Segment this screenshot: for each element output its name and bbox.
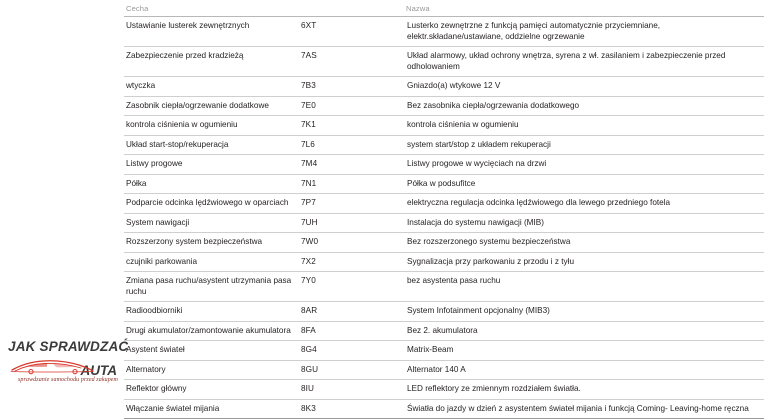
table-row (124, 17, 764, 47)
cell-name: Instalacja do systemu nawigacji (MIB) (404, 213, 764, 233)
cell-name: Bez zasobnika ciepła/ogrzewania dodatkowego (404, 96, 764, 116)
table-header-row (124, 0, 764, 17)
site-logo (6, 339, 129, 398)
logo-tagline: sprawdzanie samochodu przed zakupem (18, 377, 118, 383)
table-row (124, 272, 764, 302)
cell-code: 6XT (299, 17, 404, 47)
column-header-feature: Cecha (124, 0, 299, 17)
cell-name: Listwy progowe w wycięciach na drzwi (404, 155, 764, 175)
cell-feature: Radioodbiorniki (124, 302, 299, 322)
table-row (124, 194, 764, 214)
table-header (124, 0, 764, 17)
column-header-code (299, 0, 404, 17)
table-row (124, 321, 764, 341)
cell-name: Bez rozszerzonego systemu bezpieczeństwa (404, 233, 764, 253)
cell-feature: czujniki parkowania (124, 252, 299, 272)
logo-title-line2: AUTA (80, 362, 117, 378)
cell-name: Układ alarmowy, układ ochrony wnętrza, syrena z wł. zasilaniem i zabezpieczenie przed odholowaniem (404, 47, 764, 77)
cell-feature: Rozszerzony system bezpieczeństwa (124, 233, 299, 253)
cell-feature: Drugi akumulator/zamontowanie akumulatora (124, 321, 299, 341)
cell-code: 7L6 (299, 135, 404, 155)
table-row (124, 155, 764, 175)
table-row (124, 252, 764, 272)
cell-code: 8G4 (299, 341, 404, 361)
table-row (124, 77, 764, 97)
table-row (124, 96, 764, 116)
cell-name: elektryczna regulacja odcinka lędźwiowego dla lewego przedniego fotela (404, 194, 764, 214)
cell-feature: Układ start-stop/rekuperacja (124, 135, 299, 155)
cell-code: 7P7 (299, 194, 404, 214)
logo-title-line1: JAK SPRAWDZAĆ (8, 339, 129, 354)
cell-feature: Asystent świateł (124, 341, 299, 361)
cell-name: Matrix-Beam (404, 341, 764, 361)
cell-feature: Zabezpieczenie przed kradzieżą (124, 47, 299, 77)
cell-name: Bez 2. akumulatora (404, 321, 764, 341)
cell-name: kontrola ciśnienia w ogumieniu (404, 116, 764, 136)
table-row (124, 174, 764, 194)
cell-code: 7W0 (299, 233, 404, 253)
cell-feature: Listwy progowe (124, 155, 299, 175)
cell-code: 8FA (299, 321, 404, 341)
cell-feature: Zmiana pasa ruchu/asystent utrzymania pasa ruchu (124, 272, 299, 302)
cell-feature: Zasobnik ciepła/ogrzewanie dodatkowe (124, 96, 299, 116)
cell-code: 8IU (299, 380, 404, 400)
cell-code: 7UH (299, 213, 404, 233)
cell-name: Sygnalizacja przy parkowaniu z przodu i z tyłu (404, 252, 764, 272)
cell-name: Światła do jazdy w dzień z asystentem świateł mijania i funkcją Coming- Leaving-home ręczna (404, 399, 764, 419)
column-header-name: Nazwa (404, 0, 764, 17)
cell-code: 7E0 (299, 96, 404, 116)
cell-code: 7AS (299, 47, 404, 77)
table-row (124, 135, 764, 155)
table-row (124, 341, 764, 361)
cell-feature: wtyczka (124, 77, 299, 97)
table-row (124, 380, 764, 400)
car-silhouette-icon (9, 357, 95, 375)
cell-code: 7B3 (299, 77, 404, 97)
cell-name: LED reflektory ze zmiennym rozdziałem światła. (404, 380, 764, 400)
cell-code: 8K3 (299, 399, 404, 419)
cell-code: 7K1 (299, 116, 404, 136)
cell-name: Lusterko zewnętrzne z funkcją pamięci automatycznie przyciemniane, elektr.składane/ustawiane, oddzielne ogrzewanie (404, 17, 764, 47)
cell-feature: Ustawianie lusterek zewnętrznych (124, 17, 299, 47)
cell-name: bez asystenta pasa ruchu (404, 272, 764, 302)
cell-feature: Włączanie świateł mijania (124, 399, 299, 419)
cell-name: System Infotainment opcjonalny (MIB3) (404, 302, 764, 322)
cell-code: 7Y0 (299, 272, 404, 302)
equipment-table (124, 0, 764, 419)
cell-code: 7M4 (299, 155, 404, 175)
table-row (124, 233, 764, 253)
table-row (124, 47, 764, 77)
cell-code: 8GU (299, 360, 404, 380)
cell-code: 7N1 (299, 174, 404, 194)
cell-feature: Reflektor główny (124, 380, 299, 400)
table-body (124, 17, 764, 419)
table-row (124, 302, 764, 322)
table-row (124, 360, 764, 380)
cell-name: Półka w podsufitce (404, 174, 764, 194)
cell-feature: kontrola ciśnienia w ogumieniu (124, 116, 299, 136)
cell-code: 8AR (299, 302, 404, 322)
cell-feature: Podparcie odcinka lędźwiowego w oparciach (124, 194, 299, 214)
cell-feature: System nawigacji (124, 213, 299, 233)
cell-name: system start/stop z układem rekuperacji (404, 135, 764, 155)
table-row (124, 116, 764, 136)
cell-feature: Alternatory (124, 360, 299, 380)
cell-code: 7X2 (299, 252, 404, 272)
cell-feature: Półka (124, 174, 299, 194)
cell-name: Alternator 140 A (404, 360, 764, 380)
table-row (124, 213, 764, 233)
cell-name: Gniazdo(a) wtykowe 12 V (404, 77, 764, 97)
